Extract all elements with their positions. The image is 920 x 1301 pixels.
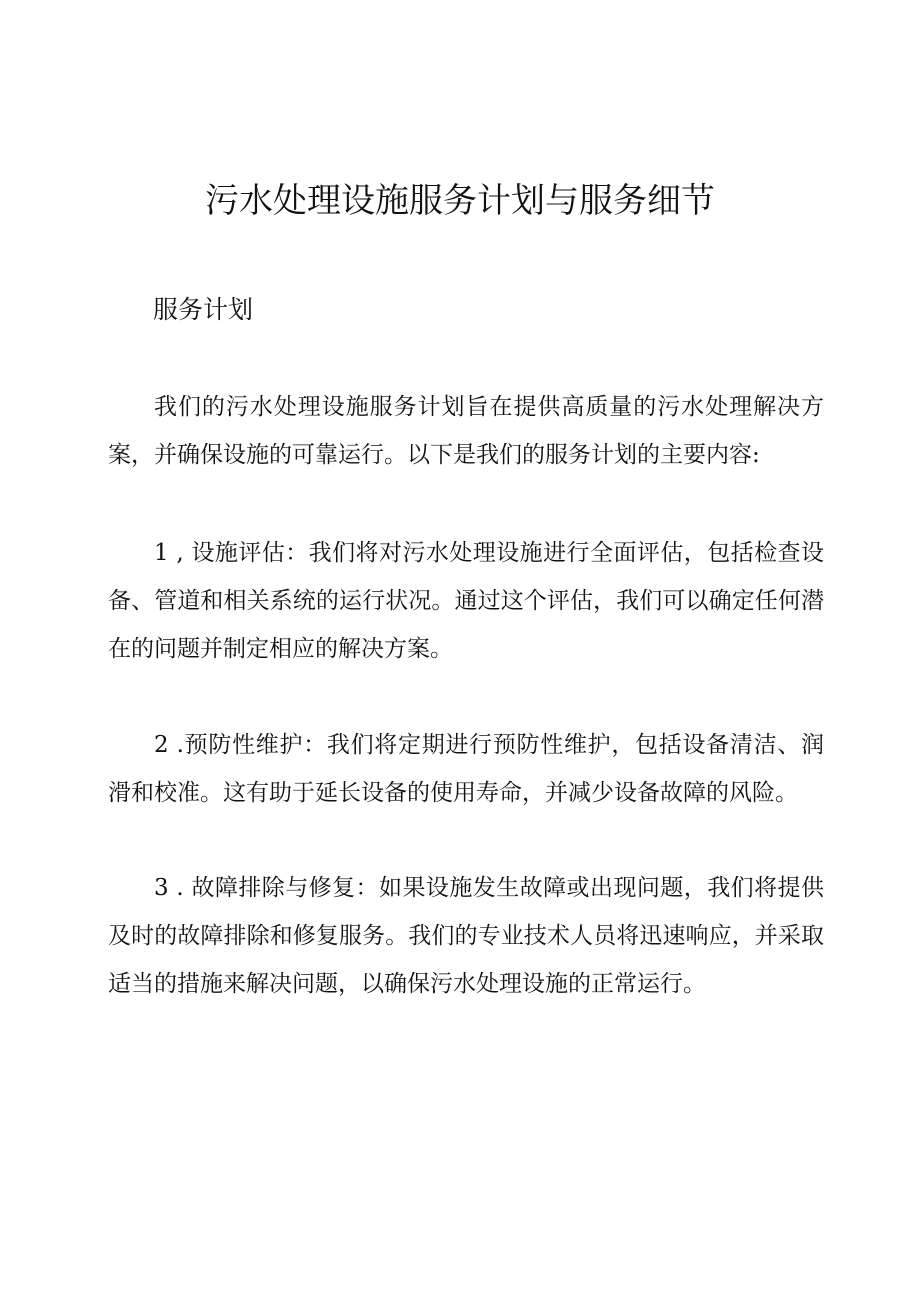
document-title: 污水处理设施服务计划与服务细节 bbox=[205, 181, 715, 221]
list-item-2: 2 .预防性维护：我们将定期进行预防性维护，包括设备清洁、润滑和校准。这有助于延长设备的使用寿命，并减少设备故障的风险。 bbox=[108, 732, 824, 806]
intro-paragraph: 我们的污水处理设施服务计划旨在提供高质量的污水处理解决方案，并确保设施的可靠运行。以下是我们的服务计划的主要内容: bbox=[108, 394, 824, 468]
list-item-3: 3 . 故障排除与修复：如果设施发生故障或出现问题，我们将提供及时的故障排除和修复服务。我们的专业技术人员将迅速响应，并采取适当的措施来解决问题，以确保污水处理设施的正常运行。 bbox=[108, 875, 824, 997]
section-heading: 服务计划 bbox=[153, 295, 254, 324]
list-item-1: 1 , 设施评估：我们将对污水处理设施进行全面评估，包括检查设备、管道和相关系统的运行状况。通过这个评估，我们可以确定任何潜在的问题并制定相应的解决方案。 bbox=[108, 540, 824, 662]
